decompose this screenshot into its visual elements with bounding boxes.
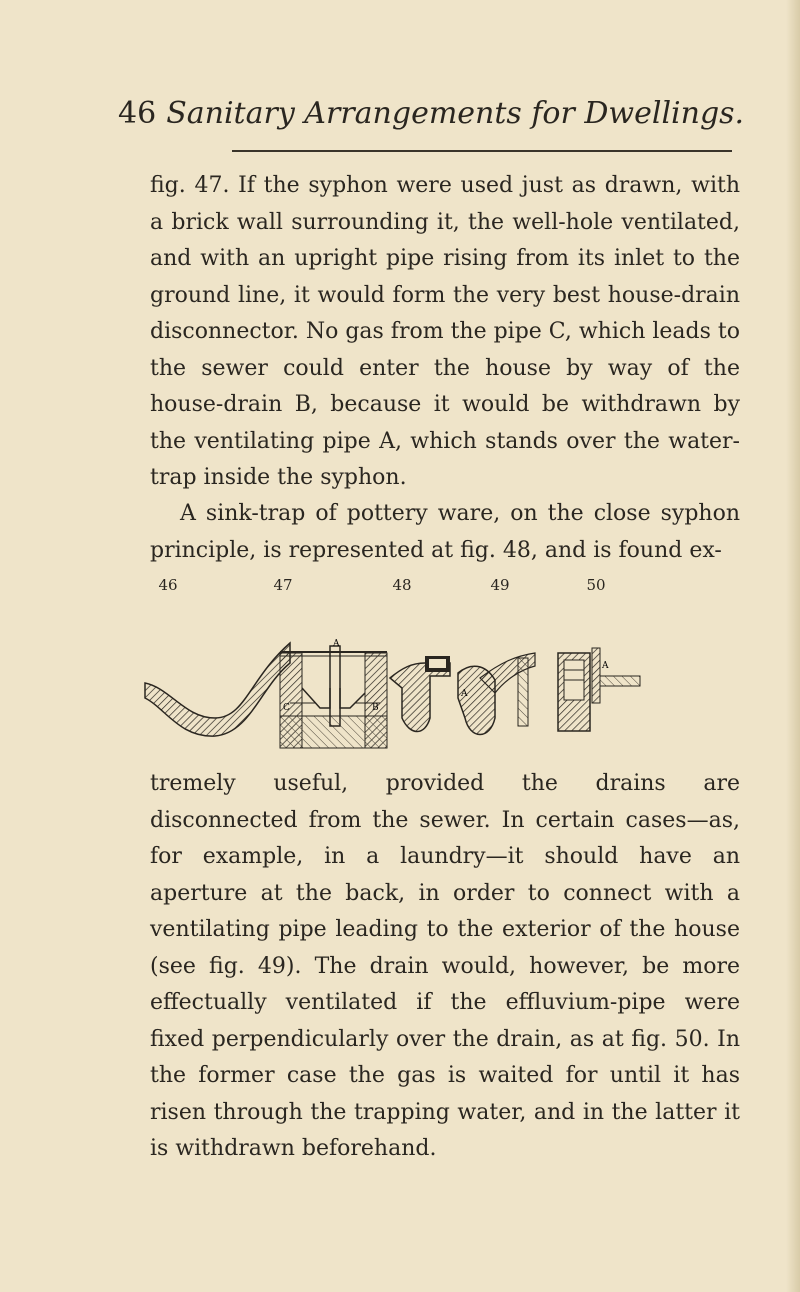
paragraph-laundry: tremely useful, provided the drains are disconnected from the sewer. In certain cases—as, for example, in a laundry—it should have an aperture at the back, in order to connect with a ventilating pipe leading to the exterior of the house (see fig. 49). The drain would, however, be more effectually ventilated if the effluvium-pipe were fixed perpendicularly over the drain, as at fig. 50. In the former case the gas is waited for until it has risen through the trapping water, and in the latter it is withdrawn beforehand.: [150, 771, 740, 1161]
figure-drawings: [140, 568, 740, 768]
page-number: 46: [118, 96, 157, 131]
figure-number-50: 50: [586, 576, 606, 594]
header-rule: [232, 150, 732, 152]
running-header: [118, 94, 745, 134]
figure-50-effluvium-pipe: [558, 648, 640, 731]
figure-46-syphon: [145, 643, 290, 736]
figure-49-label-a: A: [461, 689, 468, 699]
figure-47-label-a: A: [333, 639, 340, 649]
figure-47-label-b: B: [372, 703, 379, 713]
figure-number-48: 48: [392, 576, 412, 594]
figure-48-sink-trap: [390, 656, 450, 732]
figure-number-47: 47: [273, 576, 293, 594]
figure-number-49: 49: [490, 576, 510, 594]
page-edge-shadow: [786, 0, 800, 1292]
figure-number-46: 46: [158, 576, 178, 594]
figure-49-ventilated-trap: [458, 653, 535, 735]
paragraph-sink-trap: A sink-trap of pottery ware, on the close syphon principle, is represented at fig. 48, and is found ex-: [150, 501, 740, 563]
paragraph-fig47: fig. 47. If the syphon were used just as drawn, with a brick wall surrounding it, the well-hole ventilated, and with an upright pipe rising from its inlet to the ground line, it would form the very best house-drain disconnector. No gas from the pipe C, which leads to the sewer could enter the house by way of the house-drain B, because it would be withdrawn by the ventilating pipe A, which stands over the water-trap inside the syphon.: [150, 173, 740, 490]
figure-47-chamber: [280, 639, 387, 748]
running-title: Sanitary Arrangements for Dwellings.: [166, 96, 745, 131]
figure-50-label-a: A: [602, 661, 609, 671]
figure-row: [140, 568, 740, 768]
figure-47-label-c: C: [283, 703, 290, 713]
